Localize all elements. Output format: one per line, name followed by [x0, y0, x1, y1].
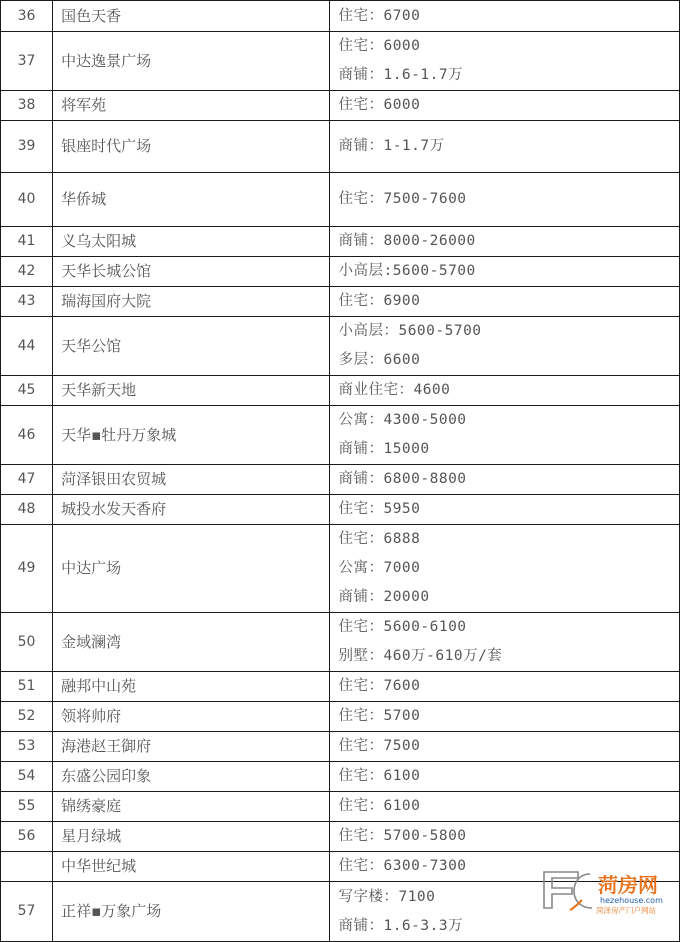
row-number: 43: [1, 287, 53, 317]
price-cell: [330, 762, 680, 792]
row-number: 38: [1, 91, 53, 121]
project-name: 东盛公园印象: [53, 762, 330, 792]
price-cell: [330, 91, 680, 121]
row-number: 42: [1, 257, 53, 287]
logo-tagline-text: 菏泽房产门户网站: [596, 906, 656, 914]
price-cell: [330, 1, 680, 32]
price-line: 住宅：7500: [338, 738, 421, 754]
row-number: 48: [1, 495, 53, 525]
price-cell: [330, 173, 680, 227]
price-line: 住宅：6100: [338, 768, 421, 784]
price-line: 商铺：6800-8800: [338, 471, 467, 487]
price-cell: [330, 376, 680, 406]
price-line: 写字楼：7100: [338, 888, 436, 905]
row-number: 41: [1, 227, 53, 257]
price-cell: [330, 287, 680, 317]
table-row: [1, 702, 680, 732]
row-number: 39: [1, 121, 53, 173]
price-line: 住宅：6000: [338, 97, 421, 113]
row-number: 52: [1, 702, 53, 732]
table-row: [1, 376, 680, 406]
logo-url-text: hezehouse.com: [600, 896, 663, 905]
price-cell: [330, 792, 680, 822]
price-line: 住宅：6700: [338, 7, 421, 24]
row-number: 56: [1, 822, 53, 852]
price-cell: [330, 227, 680, 257]
price-line: 商铺：15000: [338, 441, 430, 457]
table-row: [1, 91, 680, 121]
price-line: 住宅：5700-5800: [338, 828, 467, 844]
price-line: 商铺：1-1.7万: [338, 138, 445, 154]
row-number: 51: [1, 672, 53, 702]
price-line: 商业住宅：4600: [338, 382, 451, 398]
price-cell: [330, 495, 680, 525]
price-cell: [330, 822, 680, 852]
price-line: 多层：6600: [338, 352, 421, 368]
price-line: 公寓：7000: [338, 560, 421, 576]
row-number: 44: [1, 317, 53, 376]
site-logo: [538, 866, 678, 914]
project-name: 将军苑: [53, 91, 330, 121]
project-name: 菏泽银田农贸城: [53, 465, 330, 495]
table-row: [1, 257, 680, 287]
price-cell: [330, 406, 680, 465]
row-number: 45: [1, 376, 53, 406]
price-line: 小高层:5600-5700: [338, 263, 476, 279]
table-row: [1, 822, 680, 852]
table-row: [1, 173, 680, 227]
price-line: 住宅：6100: [338, 798, 421, 814]
row-number: 50: [1, 613, 53, 672]
row-number: 36: [1, 1, 53, 32]
row-number: [1, 852, 53, 882]
project-name: 中达广场: [53, 525, 330, 613]
project-name: 中达逸景广场: [53, 32, 330, 91]
project-name: 融邦中山苑: [53, 672, 330, 702]
table-row: [1, 613, 680, 672]
project-name: 国色天香: [53, 1, 330, 32]
project-name: 天华新天地: [53, 376, 330, 406]
price-line: 商铺：20000: [338, 589, 430, 605]
table-row: [1, 287, 680, 317]
table-row: [1, 525, 680, 613]
row-number: 37: [1, 32, 53, 91]
price-line: 住宅：5700: [338, 708, 421, 724]
project-name: 银座时代广场: [53, 121, 330, 173]
project-name: 华侨城: [53, 173, 330, 227]
table-row: [1, 317, 680, 376]
row-number: 57: [1, 882, 53, 942]
price-line: 住宅：5600-6100: [338, 619, 467, 635]
table-row: [1, 495, 680, 525]
price-cell: [330, 672, 680, 702]
price-cell: [330, 613, 680, 672]
price-cell: [330, 317, 680, 376]
logo-mark-icon: [538, 866, 678, 914]
table-row: [1, 792, 680, 822]
price-line: 公寓：4300-5000: [338, 412, 467, 428]
project-name: 海港赵王御府: [53, 732, 330, 762]
price-line: 住宅：6900: [338, 293, 421, 309]
project-name: 锦绣豪庭: [53, 792, 330, 822]
project-name: 天华长城公馆: [53, 257, 330, 287]
project-name: 中华世纪城: [53, 852, 330, 882]
project-name: 瑞海国府大院: [53, 287, 330, 317]
logo-cn-text: 菏房网: [598, 873, 658, 897]
price-cell: [330, 465, 680, 495]
price-line: 小高层：5600-5700: [338, 323, 482, 339]
row-number: 54: [1, 762, 53, 792]
project-name: 金域澜湾: [53, 613, 330, 672]
price-line: 住宅：5950: [338, 501, 421, 517]
row-number: 55: [1, 792, 53, 822]
project-name: 天华公馆: [53, 317, 330, 376]
table-row: [1, 121, 680, 173]
project-name: 正祥▪万象广场: [53, 882, 330, 942]
row-number: 46: [1, 406, 53, 465]
table-row: [1, 406, 680, 465]
price-line: 商铺：1.6-3.3万: [338, 917, 464, 934]
price-line: 住宅：6300-7300: [338, 858, 467, 874]
project-name: 领将帅府: [53, 702, 330, 732]
table-row: [1, 465, 680, 495]
table-row: [1, 227, 680, 257]
price-line: 住宅：6000: [338, 38, 421, 54]
project-name: 城投水发天香府: [53, 495, 330, 525]
price-cell: [330, 32, 680, 91]
price-cell: [330, 525, 680, 613]
price-line: 住宅：7600: [338, 678, 421, 694]
project-name: 星月绿城: [53, 822, 330, 852]
row-number: 40: [1, 173, 53, 227]
table-row: [1, 732, 680, 762]
price-cell: [330, 702, 680, 732]
price-line: 商铺：8000-26000: [338, 233, 476, 249]
price-line: 住宅：7500-7600: [338, 191, 467, 207]
price-cell: [330, 257, 680, 287]
row-number: 49: [1, 525, 53, 613]
price-line: 商铺：1.6-1.7万: [338, 67, 464, 83]
row-number: 53: [1, 732, 53, 762]
price-cell: [330, 121, 680, 173]
price-cell: [330, 732, 680, 762]
table-row: [1, 1, 680, 32]
price-line: 住宅：6888: [338, 531, 421, 547]
table-row: [1, 32, 680, 91]
price-line: 别墅：460万-610万/套: [338, 648, 503, 664]
table-row: [1, 672, 680, 702]
project-name: 义乌太阳城: [53, 227, 330, 257]
row-number: 47: [1, 465, 53, 495]
project-name: 天华▪牡丹万象城: [53, 406, 330, 465]
table-row: [1, 762, 680, 792]
